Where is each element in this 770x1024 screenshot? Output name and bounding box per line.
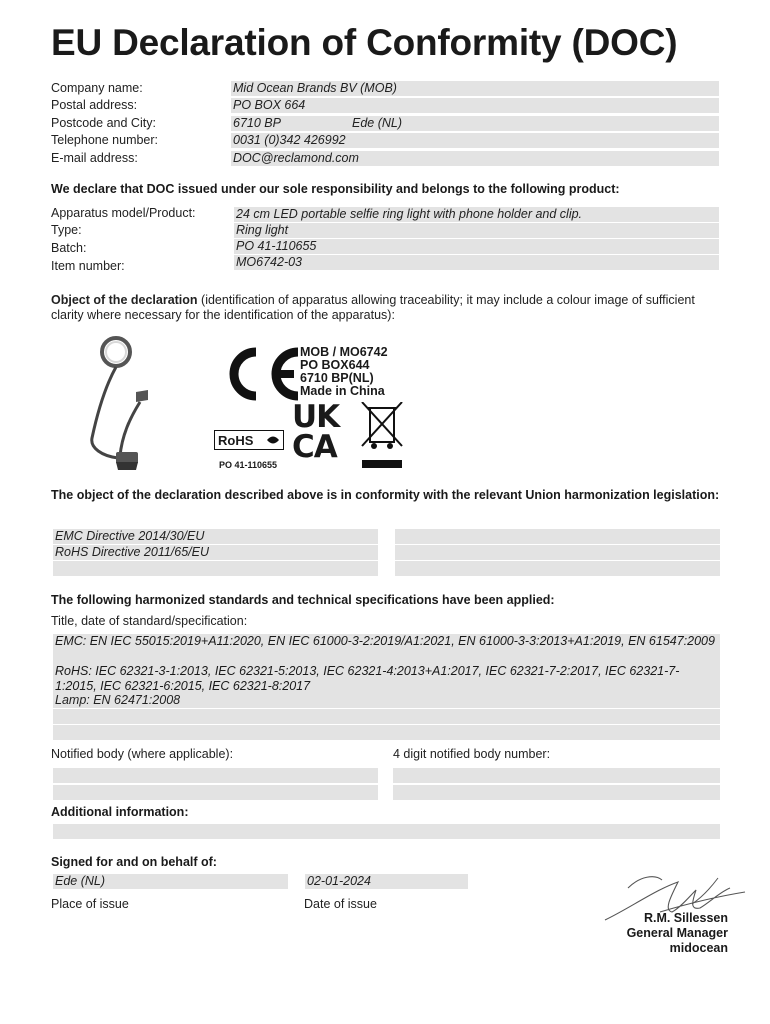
object-heading: Object of the declaration (51, 293, 198, 307)
item-number-label: Item number: (51, 259, 125, 273)
company-name-label: Company name: (51, 81, 143, 95)
label-address: MOB / MO6742 PO BOX644 6710 BP(NL) Made in China (300, 345, 388, 398)
rohs-leaf-icon (265, 433, 281, 447)
notified-number-field-2[interactable] (393, 785, 720, 800)
standards-lamp-field[interactable]: Lamp: EN 62471:2008 (53, 693, 720, 708)
product-image (70, 330, 180, 475)
standards-heading: The following harmonized standards and technical specifications have been applied: (51, 593, 555, 607)
notified-body-label: Notified body (where applicable): (51, 747, 234, 761)
type-field[interactable]: Ring light (234, 223, 719, 238)
notified-body-field-2[interactable] (53, 785, 378, 800)
standards-empty-field-2[interactable] (53, 725, 720, 740)
item-number-field[interactable]: MO6742-03 (234, 255, 719, 270)
postcode-city-label: Postcode and City: (51, 116, 156, 130)
date-of-issue-label: Date of issue (304, 897, 377, 911)
directive-field-6[interactable] (395, 561, 720, 576)
email-field[interactable]: DOC@reclamond.com (231, 151, 719, 166)
postcode-value: 6710 BP (233, 116, 281, 130)
place-of-issue-field[interactable]: Ede (NL) (53, 874, 288, 889)
standards-empty-field-1[interactable] (53, 709, 720, 724)
batch-label: Batch: (51, 241, 87, 255)
additional-info-field[interactable] (53, 824, 720, 839)
directive-field-2[interactable]: RoHS Directive 2011/65/EU (53, 545, 378, 560)
directive-field-5[interactable] (395, 545, 720, 560)
signed-heading: Signed for and on behalf of: (51, 855, 217, 869)
notified-number-label: 4 digit notified body number: (393, 747, 551, 761)
signatory-position: General Manager (626, 926, 728, 940)
directive-field-4[interactable] (395, 529, 720, 544)
postal-address-field[interactable]: PO BOX 664 (231, 98, 719, 113)
type-label: Type: (51, 223, 82, 237)
email-label: E-mail address: (51, 151, 138, 165)
telephone-field[interactable]: 0031 (0)342 426992 (231, 133, 719, 148)
postcode-city-field[interactable] (231, 116, 719, 131)
directive-field-3[interactable] (53, 561, 378, 576)
standards-rohs-field[interactable]: RoHS: IEC 62321-3-1:2013, IEC 62321-5:2013, IEC 62321-4:2013+A1:2017, IEC 62321-7-2:2017, IEC 62321-7-1:2015, IEC 62321-6:2015, IEC 62321-8:2017 (53, 664, 720, 694)
label-po-number: PO 41-110655 (219, 460, 278, 470)
signatory (627, 911, 728, 956)
object-of-declaration (51, 293, 721, 323)
signatory-name: R.M. Sillessen (643, 911, 728, 925)
directive-field-1[interactable]: EMC Directive 2014/30/EU (53, 529, 378, 544)
standards-emc-field[interactable]: EMC: EN IEC 55015:2019+A11:2020, EN IEC 61000-3-2:2019/A1:2021, EN 61000-3-3:2013+A1:2019, EN 61547:2009 (53, 634, 720, 664)
page-title: EU Declaration of Conformity (DOC) (51, 22, 678, 63)
batch-field[interactable]: PO 41-110655 (234, 239, 719, 254)
place-of-issue-label: Place of issue (51, 897, 129, 911)
ukca-mark: UK CA (292, 399, 340, 465)
declaration-statement: We declare that DOC issued under our sole responsibility and belongs to the following product: (51, 182, 620, 196)
telephone-label: Telephone number: (51, 133, 159, 147)
notified-body-field-1[interactable] (53, 768, 378, 783)
conformity-statement: The object of the declaration described above is in conformity with the relevant Union harmonization legislation: (51, 488, 720, 502)
additional-info-label: Additional information: (51, 805, 189, 819)
notified-number-field-1[interactable] (393, 768, 720, 783)
company-name-field[interactable]: Mid Ocean Brands BV (MOB) (231, 81, 719, 96)
label-image (208, 340, 420, 475)
standards-sublabel: Title, date of standard/specification: (51, 614, 248, 628)
date-of-issue-field[interactable]: 02-01-2024 (305, 874, 468, 889)
city-value: Ede (NL) (352, 116, 403, 130)
signatory-company: midocean (669, 941, 728, 955)
ce-mark-icon (214, 346, 304, 402)
postal-address-label: Postal address: (51, 98, 138, 112)
apparatus-model-field[interactable]: 24 cm LED portable selfie ring light with phone holder and clip. (234, 207, 719, 222)
weee-bin-icon (360, 402, 404, 476)
object-text: (identification of apparatus allowing traceability; it may include a colour image of sufficient clarity where necessary for the identification of the apparatus): (51, 293, 695, 322)
apparatus-model-label: Apparatus model/Product: (51, 206, 196, 220)
rohs-mark: RoHS (214, 430, 284, 450)
